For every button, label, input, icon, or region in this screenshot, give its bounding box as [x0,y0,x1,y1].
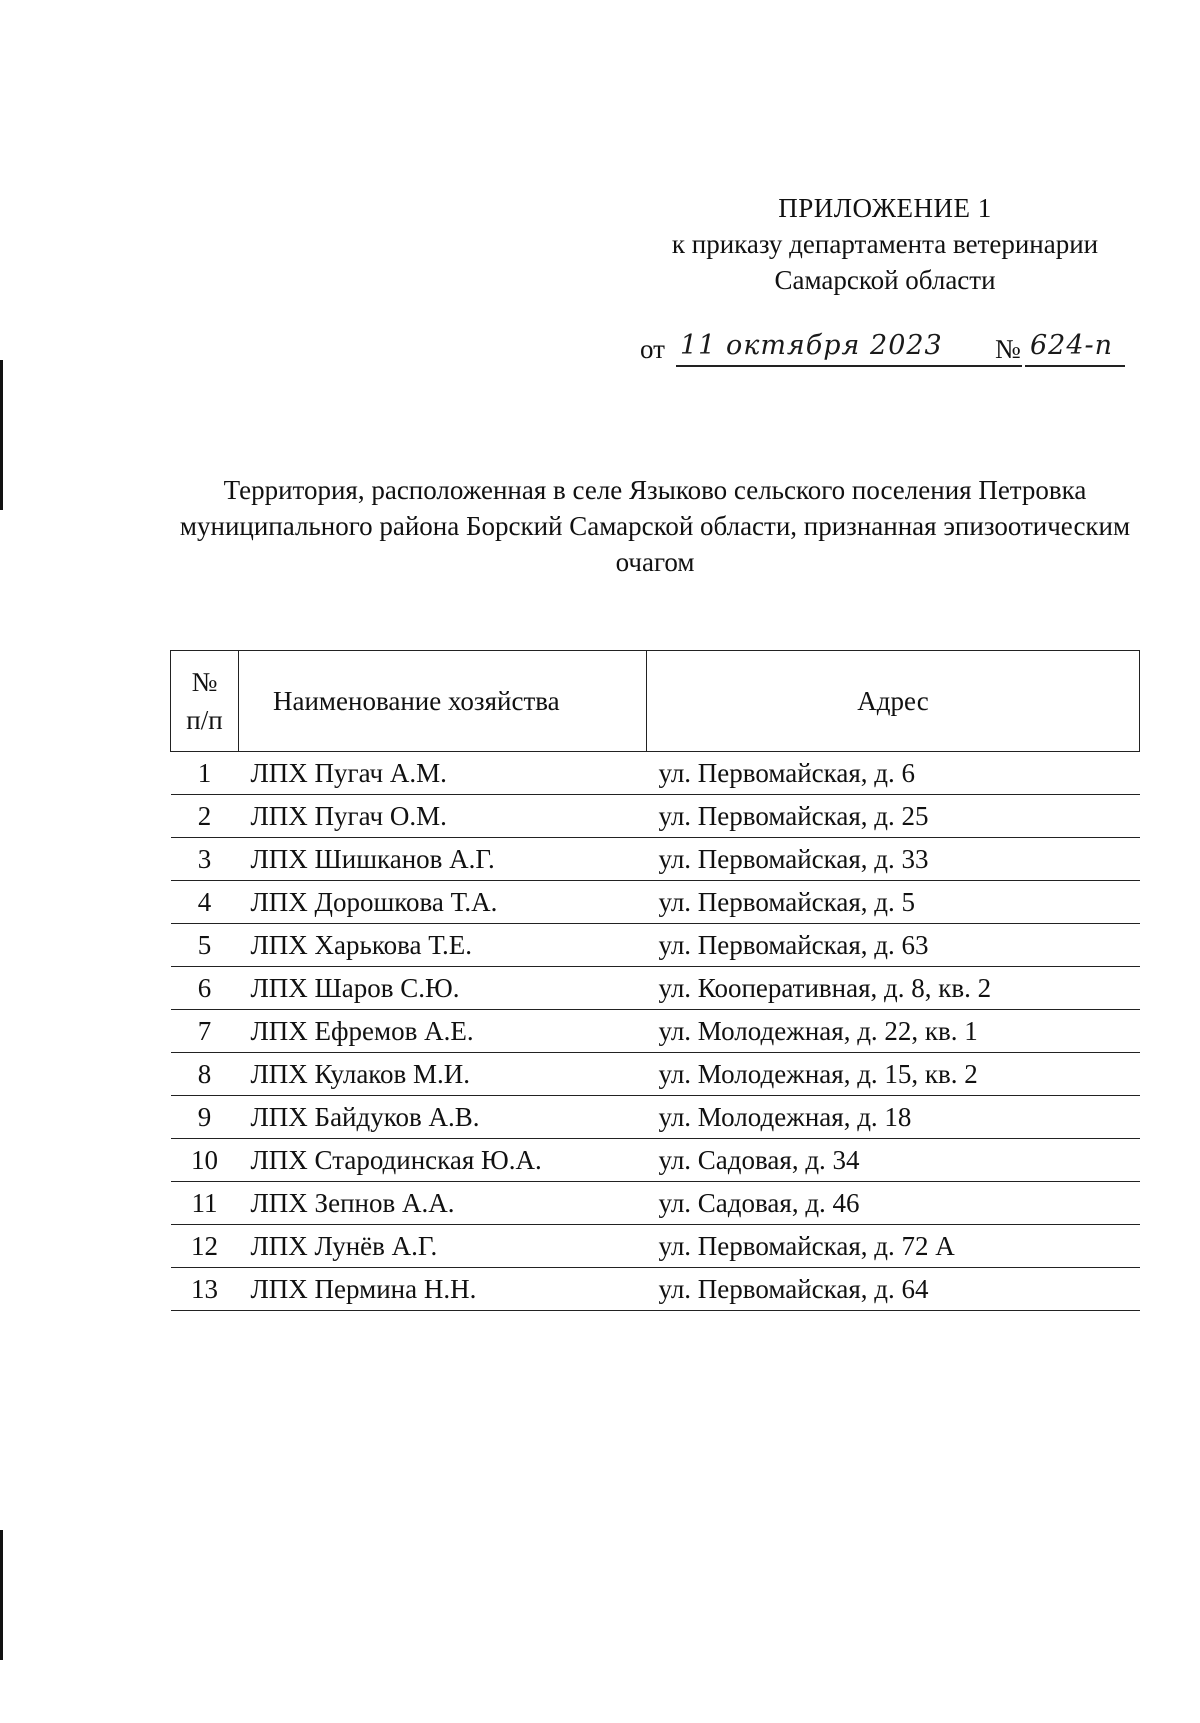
row-farm-name: ЛПХ Пугач А.М. [239,752,647,795]
header-number-line-2: п/п [186,705,223,735]
row-address: ул. Первомайская, д. 6 [647,752,1140,795]
row-address: ул. Молодежная, д. 22, кв. 1 [647,1010,1140,1053]
row-farm-name: ЛПХ Пугач О.М. [239,795,647,838]
row-address: ул. Первомайская, д. 72 А [647,1225,1140,1268]
appendix-line-1: к приказу департамента ветеринарии [671,229,1099,259]
farms-table [170,650,1140,1311]
row-address: ул. Молодежная, д. 18 [647,1096,1140,1139]
header-number-line-1: № [191,667,218,697]
table-row [171,1139,1140,1182]
row-number: 11 [171,1182,239,1225]
order-date-handwritten: 11 октября 2023 [680,330,943,361]
row-address: ул. Кооперативная, д. 8, кв. 2 [647,967,1140,1010]
row-farm-name: ЛПХ Шаров С.Ю. [239,967,647,1010]
scan-edge-mark-bottom [0,1530,3,1660]
farms-table-container [170,650,1140,1311]
row-farm-name: ЛПХ Стародинская Ю.А. [239,1139,647,1182]
table-row [171,1053,1140,1096]
table-row [171,1182,1140,1225]
row-number: 5 [171,924,239,967]
row-farm-name: ЛПХ Зепнов А.А. [239,1182,647,1225]
scan-edge-mark-top [0,360,3,510]
table-row [171,967,1140,1010]
row-number: 3 [171,838,239,881]
order-number-handwritten: 624-п [1030,330,1114,361]
table-row [171,838,1140,881]
row-number: 4 [171,881,239,924]
row-number: 9 [171,1096,239,1139]
row-address: ул. Садовая, д. 46 [647,1182,1140,1225]
row-farm-name: ЛПХ Кулаков М.И. [239,1053,647,1096]
appendix-title: ПРИЛОЖЕНИЕ 1 [778,193,992,223]
table-row [171,795,1140,838]
date-prefix: от [640,334,665,364]
row-number: 13 [171,1268,239,1311]
row-number: 6 [171,967,239,1010]
row-address: ул. Первомайская, д. 5 [647,881,1140,924]
row-address: ул. Садовая, д. 34 [647,1139,1140,1182]
table-body [171,752,1140,1311]
table-row [171,924,1140,967]
row-address: ул. Первомайская, д. 33 [647,838,1140,881]
order-reference [640,330,1130,370]
number-prefix: № [995,334,1021,364]
row-farm-name: ЛПХ Лунёв А.Г. [239,1225,647,1268]
table-row [171,752,1140,795]
document-title: Территория, расположенная в селе Языково сельского поселения Петровка муниципального района Борский Самарской области, признанная эпизоотическим очагом [179,475,1131,577]
header-number [171,651,239,752]
row-farm-name: ЛПХ Байдуков А.В. [239,1096,647,1139]
header-farm-name: Наименование хозяйства [239,651,647,752]
table-row [171,1225,1140,1268]
row-number: 12 [171,1225,239,1268]
row-farm-name: ЛПХ Шишканов А.Г. [239,838,647,881]
row-address: ул. Первомайская, д. 25 [647,795,1140,838]
row-number: 8 [171,1053,239,1096]
row-number: 10 [171,1139,239,1182]
row-address: ул. Первомайская, д. 64 [647,1268,1140,1311]
header-address: Адрес [647,651,1140,752]
row-farm-name: ЛПХ Харькова Т.Е. [239,924,647,967]
row-farm-name: ЛПХ Пермина Н.Н. [239,1268,647,1311]
row-farm-name: ЛПХ Дорошкова Т.А. [239,881,647,924]
row-farm-name: ЛПХ Ефремов А.Е. [239,1010,647,1053]
table-row [171,1096,1140,1139]
table-row [171,1268,1140,1311]
table-row [171,1010,1140,1053]
row-address: ул. Молодежная, д. 15, кв. 2 [647,1053,1140,1096]
row-number: 2 [171,795,239,838]
row-number: 7 [171,1010,239,1053]
appendix-header [640,190,1130,298]
row-address: ул. Первомайская, д. 63 [647,924,1140,967]
table-row [171,881,1140,924]
date-underline [676,365,1022,367]
row-number: 1 [171,752,239,795]
number-underline [1025,365,1125,367]
table-header-row [171,651,1140,752]
appendix-line-2: Самарской области [774,265,996,295]
